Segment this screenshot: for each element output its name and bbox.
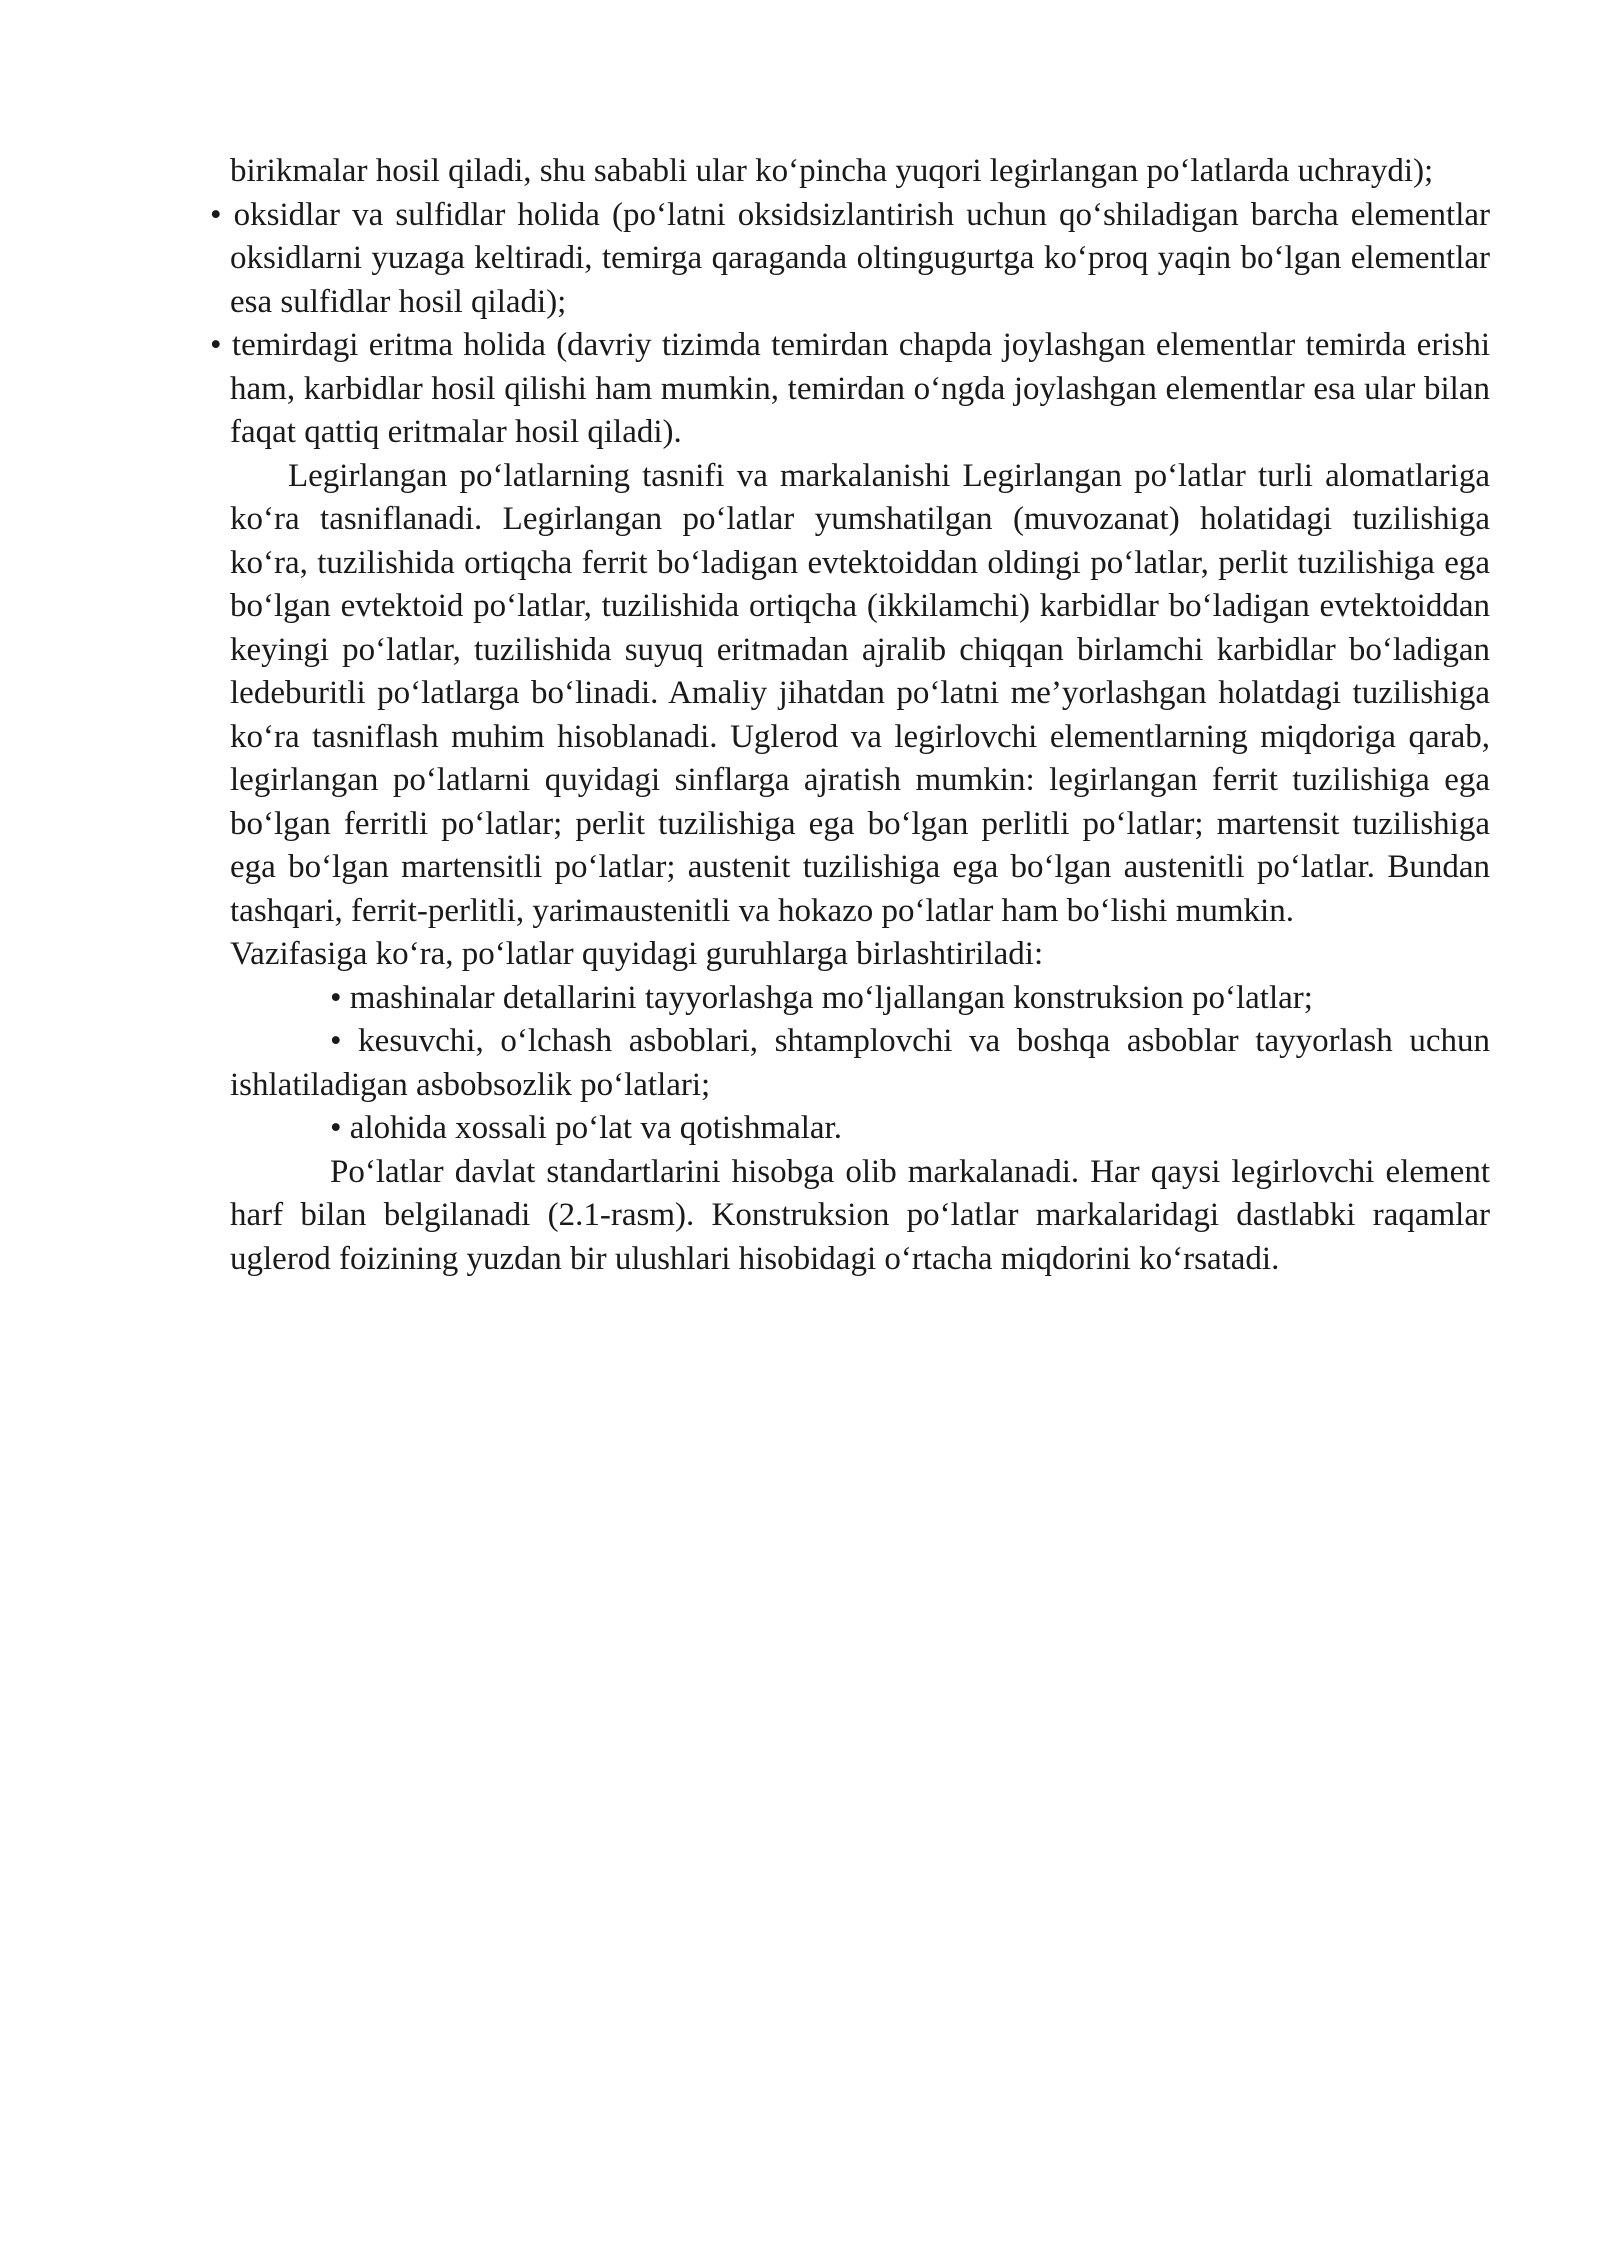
purpose-item-special: • alohida xossali po‘lat va qotishmalar. [330,1110,842,1146]
purpose-item-tool: • kesuvchi, o‘lchash asboblari, shtamplovchi va boshqa asboblar tayyorlash uchun ishlatiladigan asbobsozlik po‘latlari; [230,1023,1490,1103]
document-body [210,150,1490,1281]
list-item-oxides: • oksidlar va sulfidlar holida (po‘latni oksidsizlantirish uchun qo‘shiladigan barcha elementlar oksidlarni yuzaga keltiradi, temirga qaraganda oltingugurtga ko‘proq yaqin bo‘lgan elementlar esa sulfidlar hosil qiladi); [210,196,1490,320]
list-item-continuation: birikmalar hosil qiladi, shu sababli ular ko‘pincha yuqori legirlangan po‘latlarda uchraydi); [230,153,1434,189]
paragraph-classification: Legirlangan po‘latlarning tasnifi va markalanishi Legirlangan po‘latlar turli alomatlariga ko‘ra tasniflanadi. Legirlangan po‘latlar yumshatilgan (muvozanat) holatidagi tuzilishiga ko‘ra, tuzilishida ortiqcha ferrit bo‘ladigan evtektoiddan oldingi po‘latlar, perlit tuzilishiga ega bo‘lgan evtektoid po‘latlar, tuzilishida ortiqcha (ikkilamchi) karbidlar bo‘ladigan evtektoiddan keyingi po‘latlar, tuzilishida suyuq eritmadan ajralib chiqqan birlamchi karbidlar bo‘ladigan ledeburitli po‘latlarga bo‘linadi. Amaliy jihatdan po‘latni me’yorlashgan holatdagi tuzilishiga ko‘ra tasniflash muhim hisoblanadi. Uglerod va legirlovchi elementlarning miqdoriga qarab, legirlangan po‘latlarni quyidagi sinflarga ajratish mumkin: legirlangan ferrit tuzilishiga ega bo‘lgan ferritli po‘latlar; perlit tuzilishiga ega bo‘lgan perlitli po‘latlar; martensit tuzilishiga ega bo‘lgan martensitli po‘latlar; austenit tuzilishiga ega bo‘lgan austenitli po‘latlar. Bundan tashqari, ferrit-perlitli, yarimaustenitli va hokazo po‘latlar ham bo‘lishi mumkin. [230,457,1490,929]
purpose-intro: Vazifasiga ko‘ra, po‘latlar quyidagi guruhlarga birlashtiriladi: [230,936,1044,972]
paragraph-marking: Po‘latlar davlat standartlarini hisobga olib markalanadi. Har qaysi legirlovchi element harf bilan belgilanadi (2.1-rasm). Konstruksion po‘latlar markalaridagi dastlabki raqamlar uglerod foizining yuzdan bir ulushlari hisobidagi o‘rtacha miqdorini ko‘rsatadi. [230,1153,1490,1277]
purpose-item-structural: • mashinalar detallarini tayyorlashga mo‘ljallangan konstruksion po‘latlar; [330,979,1313,1016]
list-item-solution: • temirdagi eritma holida (davriy tizimda temirdan chapda joylashgan elementlar temirda erishi ham, karbidlar hosil qilishi ham mumkin, temirdan o‘ngda joylashgan elementlar esa ular bilan faqat qattiq eritmalar hosil qiladi). [210,327,1490,450]
